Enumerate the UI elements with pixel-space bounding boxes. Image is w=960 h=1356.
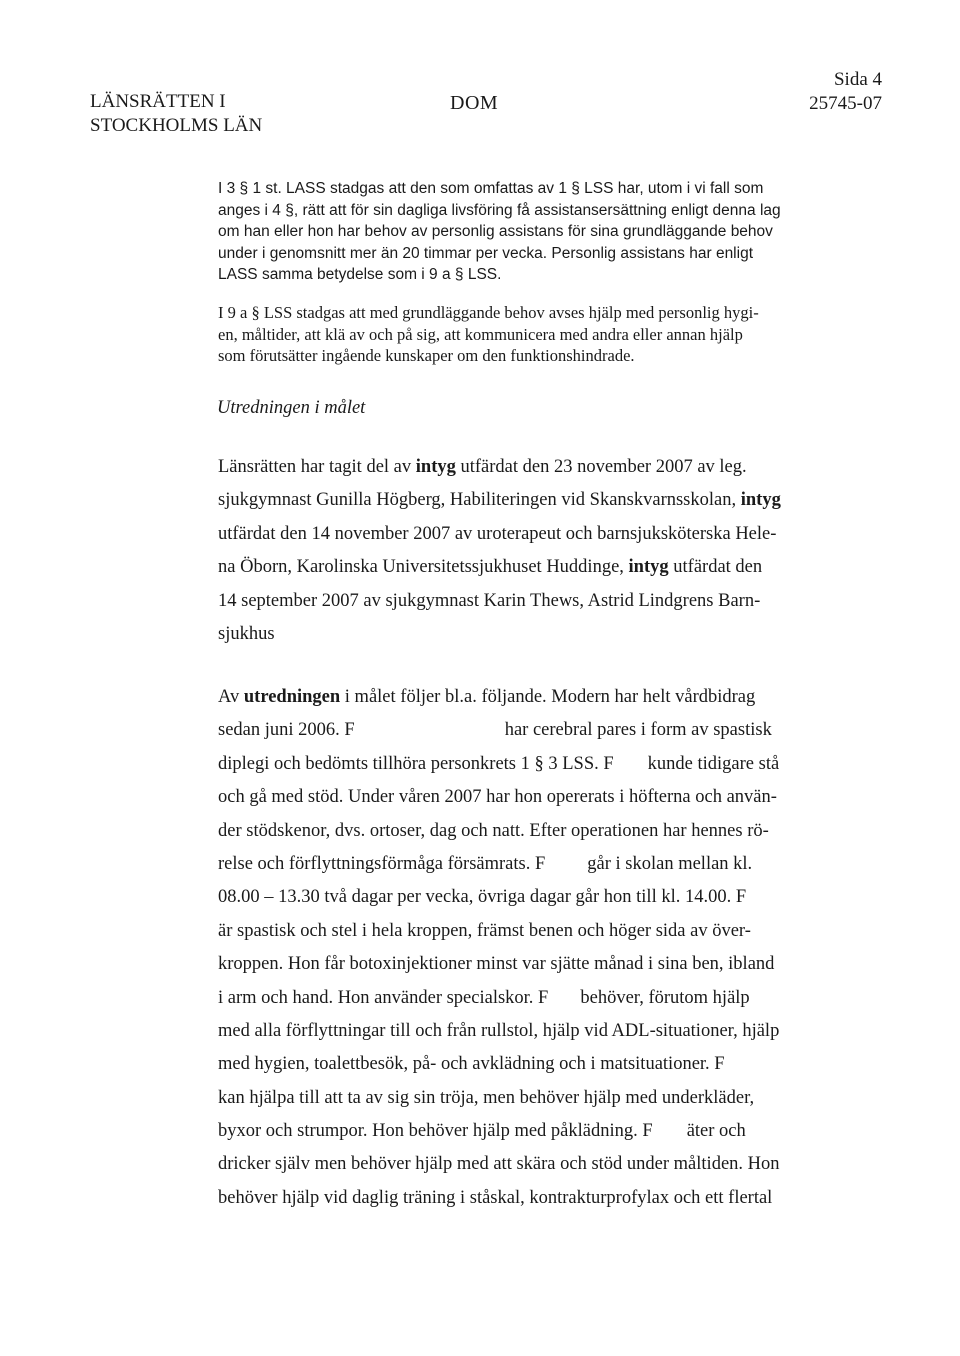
paragraph-lass-rule: [218, 178, 810, 286]
court-name-line2: STOCKHOLMS LÄN: [90, 115, 263, 136]
text-line: sjukgymnast Gunilla Högberg, Habiliteringen vid Skanskvarnsskolan, intyg: [218, 490, 781, 511]
text-line: byxor och strumpor. Hon behöver hjälp med påklädning. F äter och: [218, 1121, 746, 1142]
text-line: Av utredningen i målet följer bl.a. följande. Modern har helt vårdbidrag: [218, 687, 756, 707]
text-line: anges i 4 §, rätt att för sin dagliga livsföring få assistansersättning enligt denna lag: [218, 201, 781, 219]
text-line: med hygien, toalettbesök, på- och avklädning och i matsituationer. F: [218, 1054, 725, 1075]
text-line: na Öborn, Karolinska Universitetssjukhuset Huddinge, intyg utfärdat den: [218, 557, 763, 578]
text-line: LASS samma betydelse som i 9 a § LSS.: [218, 266, 502, 283]
text-line: och gå med stöd. Under våren 2007 har hon opererats i höfterna och använ-: [218, 787, 777, 808]
text-line: om han eller hon har behov av personlig assistans för sina grundläggande behov: [218, 223, 773, 240]
paragraph-lss-rule: [218, 302, 810, 367]
text-line: kan hjälpa till att ta av sig sin tröja, men behöver hjälp med underkläder,: [218, 1087, 755, 1108]
paragraph-findings: [218, 681, 818, 1215]
text-line: utfärdat den 14 november 2007 av uroterapeut och barnsjuksköterska Hele-: [218, 523, 777, 544]
text-line: under i genomsnitt mer än 20 timmar per vecka. Personlig assistans har enligt: [218, 244, 753, 262]
text-line: 14 september 2007 av sjukgymnast Karin Thews, Astrid Lindgrens Barn-: [218, 590, 761, 611]
section-heading: Utredningen i målet: [217, 398, 366, 418]
text-line: relse och förflyttningsförmåga försämrats. F går i skolan mellan kl.: [218, 853, 753, 874]
text-line: som förutsätter ingående kunskaper om den funktionshindrade.: [218, 346, 635, 365]
case-number: 25745-07: [809, 93, 882, 114]
document-type: DOM: [450, 92, 499, 114]
text-line: dricker själv men behöver hjälp med att skära och stöd under måltiden. Hon: [218, 1154, 780, 1175]
text-line: sedan juni 2006. F har cerebral pares i form av spastisk: [218, 720, 772, 741]
text-line: är spastisk och stel i hela kroppen, främst benen och höger sida av över-: [218, 920, 751, 941]
text-line: sjukhus: [218, 623, 275, 644]
text-line: I 9 a § LSS stadgas att med grundläggande behov avses hjälp med personlig hygi-: [218, 303, 759, 322]
text-line: behöver hjälp vid daglig träning i ståskal, kontrakturprofylax och ett flertal: [218, 1187, 773, 1208]
text-line: diplegi och bedömts tillhöra personkrets 1 § 3 LSS. F kunde tidigare stå: [218, 753, 780, 774]
text-line: med alla förflyttningar till och från rullstol, hjälp vid ADL-situationer, hjälp: [218, 1020, 780, 1041]
text-line: i arm och hand. Hon använder specialskor. F behöver, förutom hjälp: [218, 987, 750, 1008]
text-line: kroppen. Hon får botoxinjektioner minst var sjätte månad i sina ben, ibland: [218, 954, 775, 975]
paragraph-investigation: [218, 451, 810, 651]
page-number: Sida 4: [833, 69, 882, 90]
text-line: der stödskenor, dvs. ortoser, dag och natt. Efter operationen har hennes rö-: [218, 820, 769, 841]
court-name-line1: LÄNSRÄTTEN I: [90, 91, 226, 112]
text-line: 08.00 – 13.30 två dagar per vecka, övriga dagar går hon till kl. 14.00. F: [218, 887, 747, 908]
text-line: I 3 § 1 st. LASS stadgas att den som omfattas av 1 § LSS har, utom i vi fall som: [218, 180, 764, 197]
text-line: Länsrätten har tagit del av intyg utfärdat den 23 november 2007 av leg.: [218, 457, 747, 477]
page-info: [809, 68, 882, 116]
text-line: en, måltider, att klä av och på sig, att kommunicera med andra eller annan hjälp: [218, 324, 743, 344]
court-name: [90, 90, 262, 138]
